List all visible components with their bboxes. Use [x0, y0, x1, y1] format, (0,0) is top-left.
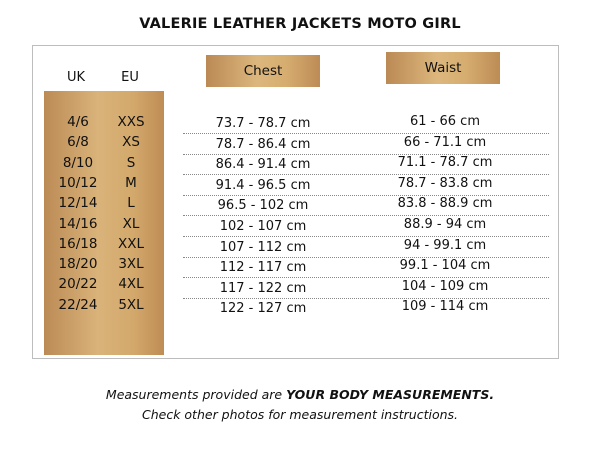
uk-size-cell: 4/6 [67, 114, 89, 130]
eu-size-cell: S [126, 154, 136, 171]
uk-size-cell: 22/24 [58, 296, 98, 313]
eu-size-cell: L [127, 195, 135, 212]
eu-size-cell: 4XL [118, 276, 144, 293]
chest-measurement-cell: 78.7 - 86.4 cm [215, 136, 311, 152]
chest-measurement-cell: 91.4 - 96.5 cm [215, 177, 311, 193]
chest-measurement-cell: 117 - 122 cm [219, 280, 307, 296]
waist-measurement-cell: 88.9 - 94 cm [403, 217, 487, 232]
uk-size-cell: 8/10 [62, 154, 94, 171]
uk-size-cell: 10/12 [58, 174, 98, 191]
note-prefix: Measurements provided are [105, 387, 287, 402]
chest-measurement-cell: 73.7 - 78.7 cm [215, 116, 311, 131]
chest-measurement-cell: 107 - 112 cm [219, 239, 307, 255]
eu-size-cell: XL [122, 215, 140, 232]
chest-measurement-cell: 102 - 107 cm [219, 219, 307, 234]
eu-size-cell: M [125, 174, 137, 191]
waist-measurement-cell: 71.1 - 78.7 cm [397, 155, 493, 171]
chest-measurement-cell: 112 - 117 cm [219, 260, 307, 276]
waist-measurement-cell: 78.7 - 83.8 cm [397, 175, 493, 191]
waist-measurement-cell: 61 - 66 cm [410, 114, 480, 129]
note-line-1 [0, 387, 600, 402]
eu-size-cell: XXS [117, 114, 145, 130]
eu-size-cell: XS [122, 134, 140, 151]
waist-measurement-cell: 83.8 - 88.9 cm [397, 196, 493, 212]
waist-measurement-cell: 94 - 99.1 cm [403, 237, 487, 253]
uk-header: UK [66, 70, 86, 85]
waist-header: Waist [386, 52, 500, 84]
chest-measurement-cell: 122 - 127 cm [219, 301, 307, 317]
uk-size-cell: 18/20 [58, 256, 98, 273]
chest-measurement-cell: 96.5 - 102 cm [217, 198, 309, 214]
chart-title: VALERIE LEATHER JACKETS MOTO GIRL [139, 16, 461, 32]
uk-size-cell: 14/16 [58, 215, 98, 232]
waist-measurement-cell: 109 - 114 cm [401, 299, 489, 315]
uk-size-cell: 20/22 [58, 276, 98, 293]
eu-header: EU [121, 70, 139, 85]
eu-size-cell: 3XL [118, 256, 144, 273]
note-emphasis: YOUR BODY MEASUREMENTS. [286, 387, 495, 402]
chest-header: Chest [206, 55, 320, 87]
uk-size-cell: 16/18 [58, 235, 98, 252]
chest-measurement-cell: 86.4 - 91.4 cm [215, 157, 311, 173]
note-line-2: Check other photos for measurement instructions. [141, 407, 459, 422]
waist-measurement-cell: 104 - 109 cm [401, 278, 489, 294]
uk-size-cell: 6/8 [67, 134, 89, 151]
eu-size-cell: XXL [117, 235, 145, 252]
waist-measurement-cell: 99.1 - 104 cm [399, 258, 491, 274]
waist-measurement-cell: 66 - 71.1 cm [403, 134, 487, 150]
eu-size-cell: 5XL [118, 296, 144, 313]
uk-size-cell: 12/14 [58, 195, 98, 212]
